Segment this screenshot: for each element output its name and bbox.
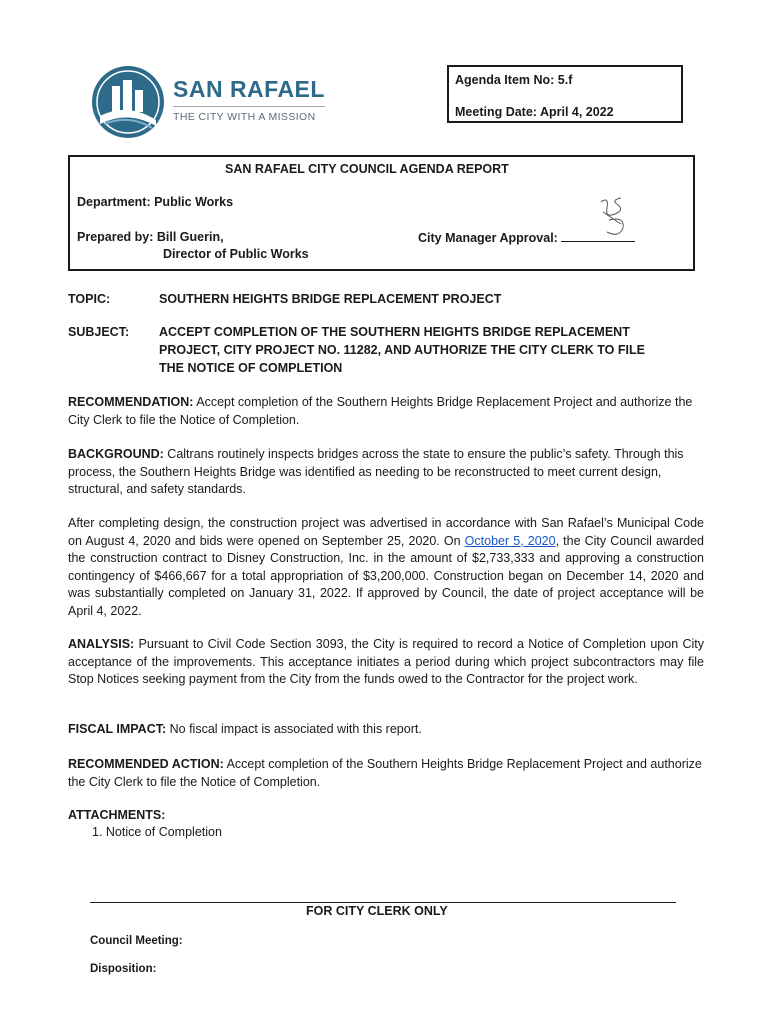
subject-line: THE NOTICE OF COMPLETION	[159, 361, 343, 375]
report-header-box	[68, 155, 695, 271]
subject-label: SUBJECT:	[68, 325, 130, 339]
agenda-item-number: Agenda Item No: 5.f	[455, 73, 573, 87]
background-label: BACKGROUND:	[68, 447, 164, 461]
agenda-info-box	[447, 65, 683, 123]
attachment-item: 1. Notice of Completion	[92, 825, 222, 839]
meeting-date: Meeting Date: April 4, 2022	[455, 105, 614, 119]
department: Department: Public Works	[77, 195, 234, 209]
city-logo	[90, 64, 330, 144]
logo-tagline: THE CITY WITH A MISSION	[173, 111, 316, 123]
fiscal-impact-text: No fiscal impact is associated with this report.	[166, 722, 422, 736]
analysis-label: ANALYSIS:	[68, 637, 135, 651]
topic-text: SOUTHERN HEIGHTS BRIDGE REPLACEMENT PROJECT	[159, 292, 502, 306]
council-meeting-date-link[interactable]: October 5, 2020	[464, 533, 556, 548]
logo-divider	[173, 106, 325, 107]
analysis-text: Pursuant to Civil Code Section 3093, the City is required to record a Notice of Completion upon City acceptance of the improvements. This acceptance initiates a period during which project subcontractors may file Stop Notices seeking payment from the City from the funds owed to the Contractor for the project work.	[68, 637, 704, 686]
fiscal-impact-paragraph	[68, 721, 704, 739]
recommended-action-paragraph	[68, 756, 704, 791]
council-meeting-label: Council Meeting:	[90, 935, 183, 947]
logo-name: SAN RAFAEL	[173, 76, 325, 102]
approval-label: City Manager Approval:	[418, 231, 558, 245]
report-title: SAN RAFAEL CITY COUNCIL AGENDA REPORT	[225, 162, 509, 176]
recommendation-text: Accept completion of the Southern Heights Bridge Replacement Project and authorize the City Clerk to file the Notice of Completion.	[68, 395, 693, 427]
recommendation-label: RECOMMENDATION:	[68, 395, 194, 409]
clerk-divider	[90, 902, 676, 903]
preparer-title: Director of Public Works	[163, 247, 309, 261]
topic-label: TOPIC:	[68, 292, 111, 306]
signature-initials-icon	[595, 194, 635, 240]
background-text: Caltrans routinely inspects bridges across the state to ensure the public’s safety. Through this process, the Southern Heights Bridge was identified as needing to be reconstructed to meet current design, structural, and safety standards.	[68, 447, 684, 496]
history-text-after: , the City Council awarded the construction contract to Disney Construction, Inc. in the amount of $2,733,333 and approving a construction contingency of $466,667 for a total appropriation of $3,200,000. Construction began on December 14, 2020 and was substantially completed on January 31, 2022. If approved by Council, the date of project acceptance will be April 4, 2022.	[68, 533, 704, 618]
recommendation-paragraph	[68, 394, 704, 429]
disposition-label: Disposition:	[90, 963, 157, 975]
background-paragraph	[68, 446, 704, 499]
city-seal-icon	[90, 64, 166, 140]
clerk-section-title: FOR CITY CLERK ONLY	[306, 904, 448, 918]
subject-line: ACCEPT COMPLETION OF THE SOUTHERN HEIGHTS BRIDGE REPLACEMENT	[159, 325, 630, 339]
history-text-before: After completing design, the construction project was advertised in accordance with San Rafael’s Municipal Code on August 4, 2020 and bids were opened on September 25, 2020. On	[68, 516, 704, 548]
attachments-label: ATTACHMENTS:	[68, 808, 166, 822]
fiscal-impact-label: FISCAL IMPACT:	[68, 722, 167, 736]
recommended-action-text: Accept completion of the Southern Heights Bridge Replacement Project and authorize the City Clerk to file the Notice of Completion.	[68, 757, 702, 789]
subject-line: PROJECT, CITY PROJECT NO. 11282, AND AUTHORIZE THE CITY CLERK TO FILE	[159, 343, 645, 357]
history-paragraph	[68, 515, 704, 620]
analysis-paragraph	[68, 636, 704, 689]
prepared-by: Prepared by: Bill Guerin,	[77, 230, 224, 244]
recommended-action-label: RECOMMENDED ACTION:	[68, 757, 224, 771]
